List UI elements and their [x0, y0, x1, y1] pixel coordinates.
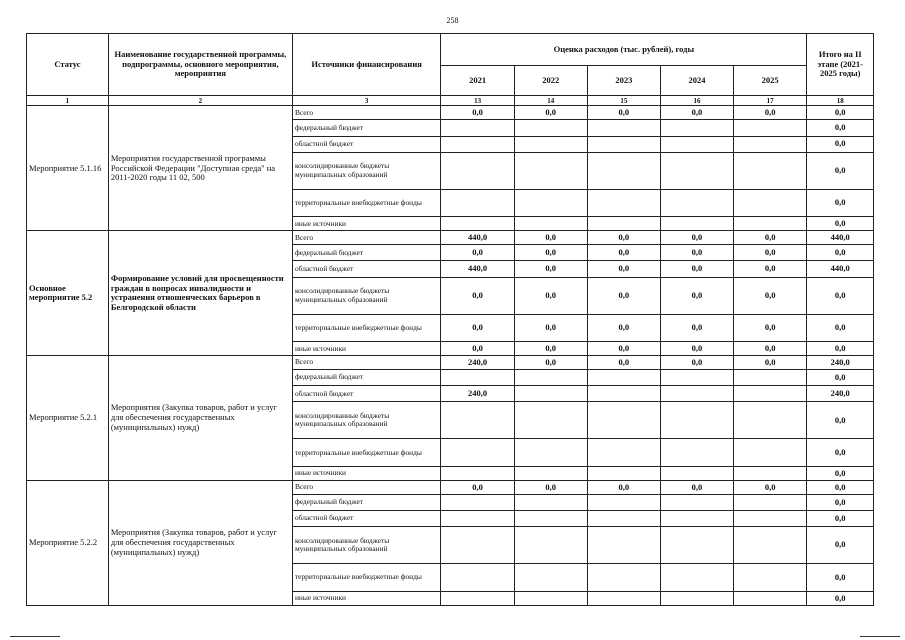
- source-cell: консолидированные бюджеты муниципальных образований: [292, 527, 440, 564]
- header-estimate: Оценка расходов (тыс. рублей), годы: [441, 34, 807, 66]
- total-cell: 0,0: [807, 494, 874, 510]
- total-cell: 240,0: [807, 356, 874, 370]
- value-cell: 0,0: [441, 481, 515, 495]
- source-cell: иные источники: [292, 467, 440, 481]
- value-cell: 0,0: [514, 314, 587, 342]
- value-cell: [661, 527, 734, 564]
- value-cell: [733, 217, 807, 231]
- value-cell: 0,0: [733, 245, 807, 261]
- value-cell: 0,0: [514, 481, 587, 495]
- value-cell: [733, 467, 807, 481]
- source-cell: иные источники: [292, 217, 440, 231]
- value-cell: [441, 217, 515, 231]
- value-cell: 0,0: [587, 231, 661, 245]
- value-cell: 440,0: [441, 231, 515, 245]
- value-cell: [733, 564, 807, 592]
- source-cell: территориальные внебюджетные фонды: [292, 439, 440, 467]
- value-cell: [441, 494, 515, 510]
- source-cell: областной бюджет: [292, 511, 440, 527]
- value-cell: 0,0: [661, 245, 734, 261]
- value-cell: [587, 189, 661, 217]
- header-name: Наименование государственной программы, подпрограммы, основного мероприятия, мероприятия: [108, 34, 292, 96]
- footer-rule: [860, 636, 900, 637]
- value-cell: [514, 439, 587, 467]
- header-year: 2023: [587, 66, 661, 96]
- total-cell: 0,0: [807, 402, 874, 439]
- source-cell: Всего: [292, 481, 440, 495]
- value-cell: 0,0: [514, 261, 587, 277]
- budget-table: [26, 33, 874, 606]
- value-cell: [514, 494, 587, 510]
- source-cell: территориальные внебюджетные фонды: [292, 314, 440, 342]
- value-cell: [661, 189, 734, 217]
- source-cell: федеральный бюджет: [292, 494, 440, 510]
- source-cell: областной бюджет: [292, 136, 440, 152]
- value-cell: [587, 467, 661, 481]
- value-cell: [514, 217, 587, 231]
- source-cell: территориальные внебюджетные фонды: [292, 189, 440, 217]
- value-cell: 0,0: [441, 277, 515, 314]
- value-cell: 0,0: [661, 356, 734, 370]
- value-cell: [441, 511, 515, 527]
- index-cell: 18: [807, 96, 874, 106]
- total-cell: 0,0: [807, 245, 874, 261]
- value-cell: [661, 467, 734, 481]
- total-cell: 0,0: [807, 467, 874, 481]
- value-cell: 0,0: [587, 356, 661, 370]
- header-year: 2024: [661, 66, 734, 96]
- value-cell: [441, 136, 515, 152]
- value-cell: 0,0: [441, 106, 515, 120]
- total-cell: 0,0: [807, 152, 874, 189]
- header-status: Статус: [27, 34, 109, 96]
- value-cell: [733, 386, 807, 402]
- value-cell: [514, 467, 587, 481]
- value-cell: [587, 370, 661, 386]
- value-cell: [587, 564, 661, 592]
- source-cell: консолидированные бюджеты муниципальных образований: [292, 152, 440, 189]
- value-cell: [661, 152, 734, 189]
- value-cell: [441, 402, 515, 439]
- total-cell: 0,0: [807, 564, 874, 592]
- value-cell: [661, 386, 734, 402]
- value-cell: [441, 439, 515, 467]
- value-cell: [441, 564, 515, 592]
- value-cell: [587, 494, 661, 510]
- value-cell: 0,0: [441, 314, 515, 342]
- value-cell: [587, 152, 661, 189]
- value-cell: [587, 120, 661, 136]
- value-cell: [661, 120, 734, 136]
- value-cell: [733, 152, 807, 189]
- value-cell: 0,0: [733, 356, 807, 370]
- value-cell: [587, 527, 661, 564]
- status-cell: Мероприятие 5.2.2: [27, 481, 109, 606]
- value-cell: 0,0: [733, 481, 807, 495]
- index-cell: 3: [292, 96, 440, 106]
- source-cell: иные источники: [292, 592, 440, 606]
- status-cell: Мероприятие 5.2.1: [27, 356, 109, 481]
- value-cell: 0,0: [514, 231, 587, 245]
- total-cell: 0,0: [807, 189, 874, 217]
- value-cell: [661, 511, 734, 527]
- index-cell: 13: [441, 96, 515, 106]
- value-cell: [733, 120, 807, 136]
- value-cell: [733, 189, 807, 217]
- value-cell: 0,0: [441, 245, 515, 261]
- value-cell: 0,0: [514, 277, 587, 314]
- source-cell: консолидированные бюджеты муниципальных образований: [292, 402, 440, 439]
- value-cell: [514, 189, 587, 217]
- value-cell: [661, 217, 734, 231]
- total-cell: 0,0: [807, 370, 874, 386]
- source-cell: областной бюджет: [292, 261, 440, 277]
- total-cell: 0,0: [807, 592, 874, 606]
- header-year: 2021: [441, 66, 515, 96]
- value-cell: [514, 386, 587, 402]
- value-cell: [441, 592, 515, 606]
- source-cell: территориальные внебюджетные фонды: [292, 564, 440, 592]
- value-cell: 240,0: [441, 386, 515, 402]
- total-cell: 0,0: [807, 481, 874, 495]
- index-cell: 15: [587, 96, 661, 106]
- total-cell: 0,0: [807, 314, 874, 342]
- value-cell: [514, 136, 587, 152]
- value-cell: 0,0: [661, 231, 734, 245]
- source-cell: федеральный бюджет: [292, 370, 440, 386]
- value-cell: [733, 592, 807, 606]
- source-cell: Всего: [292, 356, 440, 370]
- value-cell: 0,0: [733, 231, 807, 245]
- index-cell: 16: [661, 96, 734, 106]
- total-cell: 0,0: [807, 106, 874, 120]
- value-cell: [441, 467, 515, 481]
- value-cell: [441, 527, 515, 564]
- total-cell: 0,0: [807, 217, 874, 231]
- value-cell: [514, 120, 587, 136]
- value-cell: [661, 592, 734, 606]
- value-cell: 0,0: [587, 245, 661, 261]
- total-cell: 0,0: [807, 277, 874, 314]
- total-cell: 0,0: [807, 511, 874, 527]
- table-row: [27, 106, 874, 120]
- header-year: 2022: [514, 66, 587, 96]
- total-cell: 0,0: [807, 136, 874, 152]
- value-cell: [661, 494, 734, 510]
- total-cell: 0,0: [807, 342, 874, 356]
- value-cell: 0,0: [661, 106, 734, 120]
- value-cell: 0,0: [661, 342, 734, 356]
- value-cell: [661, 136, 734, 152]
- value-cell: [587, 386, 661, 402]
- value-cell: [587, 511, 661, 527]
- value-cell: 0,0: [733, 342, 807, 356]
- total-cell: 440,0: [807, 261, 874, 277]
- value-cell: 0,0: [587, 481, 661, 495]
- value-cell: [514, 592, 587, 606]
- value-cell: 240,0: [441, 356, 515, 370]
- value-cell: [587, 592, 661, 606]
- source-cell: Всего: [292, 231, 440, 245]
- value-cell: 0,0: [587, 261, 661, 277]
- total-cell: 0,0: [807, 439, 874, 467]
- value-cell: [514, 402, 587, 439]
- value-cell: 0,0: [733, 106, 807, 120]
- value-cell: [661, 564, 734, 592]
- total-cell: 240,0: [807, 386, 874, 402]
- value-cell: [587, 136, 661, 152]
- source-cell: иные источники: [292, 342, 440, 356]
- value-cell: [514, 152, 587, 189]
- value-cell: [733, 439, 807, 467]
- table-row: [27, 481, 874, 495]
- header-year: 2025: [733, 66, 807, 96]
- value-cell: 0,0: [514, 245, 587, 261]
- total-cell: 0,0: [807, 527, 874, 564]
- value-cell: [587, 439, 661, 467]
- source-cell: Всего: [292, 106, 440, 120]
- value-cell: 0,0: [661, 277, 734, 314]
- value-cell: 0,0: [514, 342, 587, 356]
- status-cell: Основное мероприятие 5.2: [27, 231, 109, 356]
- value-cell: 0,0: [587, 277, 661, 314]
- value-cell: 0,0: [587, 106, 661, 120]
- value-cell: 0,0: [661, 261, 734, 277]
- value-cell: 0,0: [587, 314, 661, 342]
- value-cell: 0,0: [587, 342, 661, 356]
- index-cell: 1: [27, 96, 109, 106]
- name-cell: Мероприятия (Закупка товаров, работ и услуг для обеспечения государственных (муниципальных) нужд): [108, 481, 292, 606]
- value-cell: [733, 370, 807, 386]
- source-cell: областной бюджет: [292, 386, 440, 402]
- value-cell: [661, 402, 734, 439]
- name-cell: Формирование условий для просвещенности граждан в вопросах инвалидности и устранения отношенческих барьеров в Белгородской области: [108, 231, 292, 356]
- value-cell: [441, 120, 515, 136]
- value-cell: 0,0: [514, 106, 587, 120]
- value-cell: [733, 511, 807, 527]
- value-cell: [514, 564, 587, 592]
- index-row: [27, 96, 874, 106]
- index-cell: 2: [108, 96, 292, 106]
- table-row: [27, 231, 874, 245]
- source-cell: федеральный бюджет: [292, 245, 440, 261]
- page-number: 258: [446, 16, 459, 25]
- value-cell: [441, 152, 515, 189]
- value-cell: 0,0: [733, 314, 807, 342]
- index-cell: 14: [514, 96, 587, 106]
- value-cell: [514, 370, 587, 386]
- value-cell: [514, 527, 587, 564]
- index-cell: 17: [733, 96, 807, 106]
- source-cell: федеральный бюджет: [292, 120, 440, 136]
- value-cell: [661, 370, 734, 386]
- header-total: Итого на II этапе (2021-2025 годы): [807, 34, 874, 96]
- value-cell: 0,0: [661, 481, 734, 495]
- footer-rule: [10, 636, 60, 637]
- value-cell: 440,0: [441, 261, 515, 277]
- value-cell: [733, 136, 807, 152]
- value-cell: [733, 527, 807, 564]
- value-cell: 0,0: [661, 314, 734, 342]
- value-cell: 0,0: [441, 342, 515, 356]
- value-cell: [587, 217, 661, 231]
- header-sources: Источники финансирования: [292, 34, 440, 96]
- status-cell: Мероприятие 5.1.16: [27, 106, 109, 231]
- value-cell: [441, 189, 515, 217]
- value-cell: [587, 402, 661, 439]
- table-row: [27, 356, 874, 370]
- value-cell: 0,0: [733, 261, 807, 277]
- value-cell: [733, 494, 807, 510]
- value-cell: 0,0: [733, 277, 807, 314]
- total-cell: 0,0: [807, 120, 874, 136]
- name-cell: Мероприятия (Закупка товаров, работ и услуг для обеспечения государственных (муниципальных) нужд): [108, 356, 292, 481]
- total-cell: 440,0: [807, 231, 874, 245]
- source-cell: консолидированные бюджеты муниципальных образований: [292, 277, 440, 314]
- name-cell: Мероприятия государственной программы Российской Федерации "Доступная среда" на 2011-2020 годы 11 02, 500: [108, 106, 292, 231]
- value-cell: [441, 370, 515, 386]
- value-cell: 0,0: [514, 356, 587, 370]
- value-cell: [733, 402, 807, 439]
- value-cell: [514, 511, 587, 527]
- value-cell: [661, 439, 734, 467]
